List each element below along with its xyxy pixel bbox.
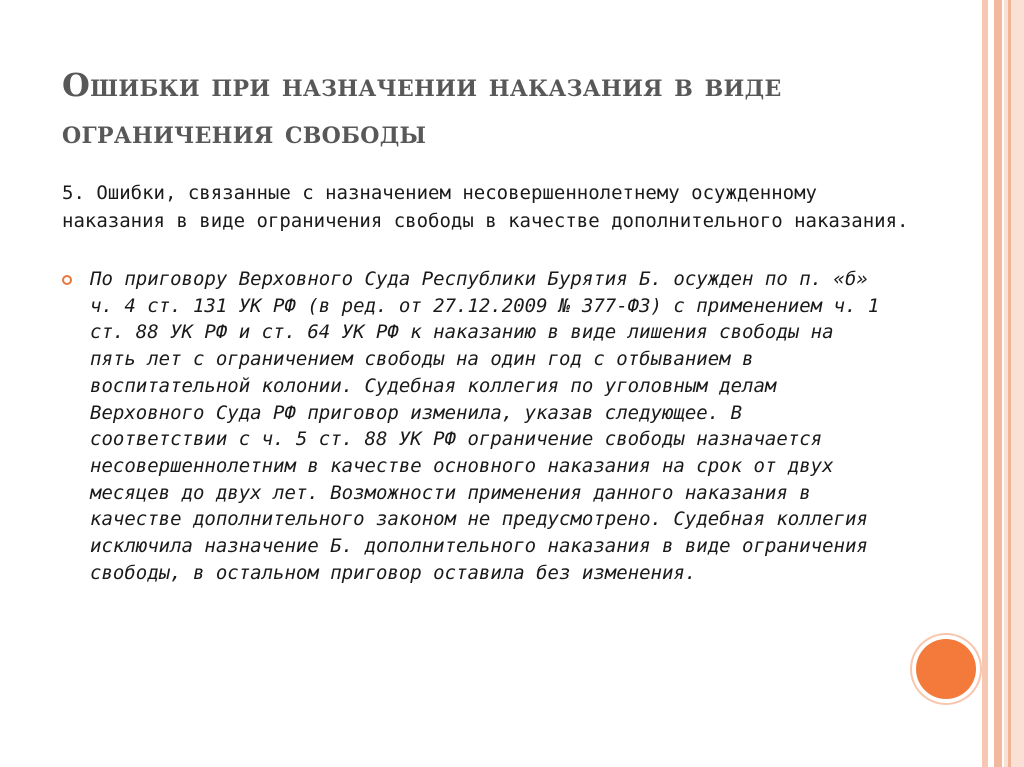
bullet-circle-icon: [62, 275, 72, 285]
bullet-item: [62, 266, 922, 586]
decorative-stripe: [982, 0, 988, 767]
decorative-stripe: [1004, 0, 1024, 767]
bullet-text: По приговору Верховного Суда Республики Бурятия Б. осужден по п. «б» ч. 4 ст. 131 УК РФ (в ред. от 27.12.2009 № 377-ФЗ) с применением ч. 1 ст. 88 УК РФ и ст. 64 УК РФ к наказанию в виде лишения свободы на пять лет с ограничением свободы на один год с отбыванием в воспитательной колонии. Судебная коллегия по уголовным делам Верховного Суда РФ приговор изменила, указав следующее. В соответствии с ч. 5 ст. 88 УК РФ ограничение свободы назначается несовершеннолетним в качестве основного наказания на срок от двух месяцев до двух лет. Возможности применения данного наказания в качестве дополнительного законом не предусмотрено. Судебная коллегия исключила назначение Б. дополнительного наказания в виде ограничения свободы, в остальном приговор оставила без изменения.: [90, 268, 880, 584]
slide-title: Ошибки при назначении наказания в виде ограничения свободы: [62, 66, 782, 151]
decorative-stripe: [1008, 0, 1011, 767]
decorative-stripe: [994, 0, 1002, 767]
intro-paragraph: 5. Ошибки, связанные с назначением несовершеннолетнему осужденному наказания в виде ограничения свободы в качестве дополнительного наказания.: [62, 182, 909, 232]
decorative-circle-icon: [916, 639, 976, 699]
